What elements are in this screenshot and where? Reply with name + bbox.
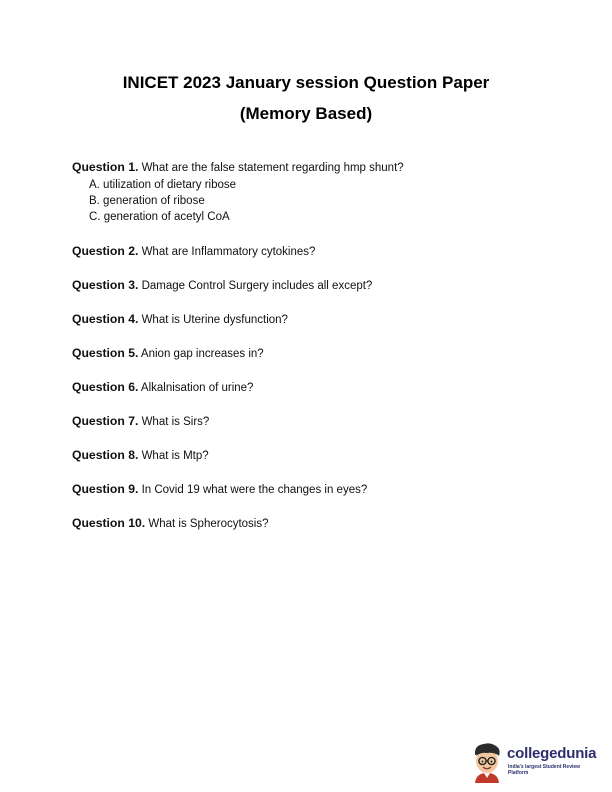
question-text: Alkalnisation of urine? bbox=[138, 382, 254, 394]
question-text: What are Inflammatory cytokines? bbox=[138, 246, 316, 258]
question-item bbox=[72, 244, 552, 259]
question-item bbox=[72, 482, 552, 497]
question-item bbox=[72, 448, 552, 463]
option-item: C. generation of acetyl CoA bbox=[89, 211, 230, 223]
question-text: What is Uterine dysfunction? bbox=[138, 314, 288, 326]
question-number: Question 9. bbox=[72, 482, 139, 496]
question-text: What are the false statement regarding hmp shunt? bbox=[138, 162, 404, 174]
question-number: Question 8. bbox=[72, 448, 139, 462]
question-item bbox=[72, 278, 552, 293]
question-number: Question 6. bbox=[72, 380, 139, 394]
question-item bbox=[72, 414, 552, 429]
option-item: B. generation of ribose bbox=[89, 195, 205, 207]
question-item bbox=[72, 380, 552, 395]
question-number: Question 5. bbox=[72, 346, 139, 360]
option-list bbox=[89, 177, 552, 225]
logo-wordmark: collegedunia bbox=[507, 745, 597, 762]
question-text: In Covid 19 what were the changes in eyes? bbox=[138, 484, 368, 496]
option-item: A. utilization of dietary ribose bbox=[89, 179, 237, 191]
page-title: INICET 2023 January session Question Paper bbox=[122, 73, 490, 92]
question-item bbox=[72, 516, 552, 531]
page-subtitle: (Memory Based) bbox=[239, 104, 373, 123]
question-number: Question 4. bbox=[72, 312, 139, 326]
question-item bbox=[72, 160, 552, 225]
question-text: What is Sirs? bbox=[138, 416, 210, 428]
question-number: Question 7. bbox=[72, 414, 139, 428]
student-mascot-icon bbox=[470, 741, 504, 783]
logo-tagline: India's largest Student Review Platform bbox=[508, 764, 581, 776]
question-item bbox=[72, 312, 552, 327]
collegedunia-logo bbox=[470, 741, 600, 785]
question-item bbox=[72, 346, 552, 361]
question-number: Question 1. bbox=[72, 160, 139, 174]
question-number: Question 2. bbox=[72, 244, 139, 258]
question-text: What is Spherocytosis? bbox=[145, 518, 269, 530]
question-number: Question 3. bbox=[72, 278, 139, 292]
question-number: Question 10. bbox=[72, 516, 146, 530]
question-text: What is Mtp? bbox=[138, 450, 209, 462]
question-text: Anion gap increases in? bbox=[138, 348, 264, 360]
question-list bbox=[72, 160, 552, 550]
question-text: Damage Control Surgery includes all except? bbox=[138, 280, 373, 292]
